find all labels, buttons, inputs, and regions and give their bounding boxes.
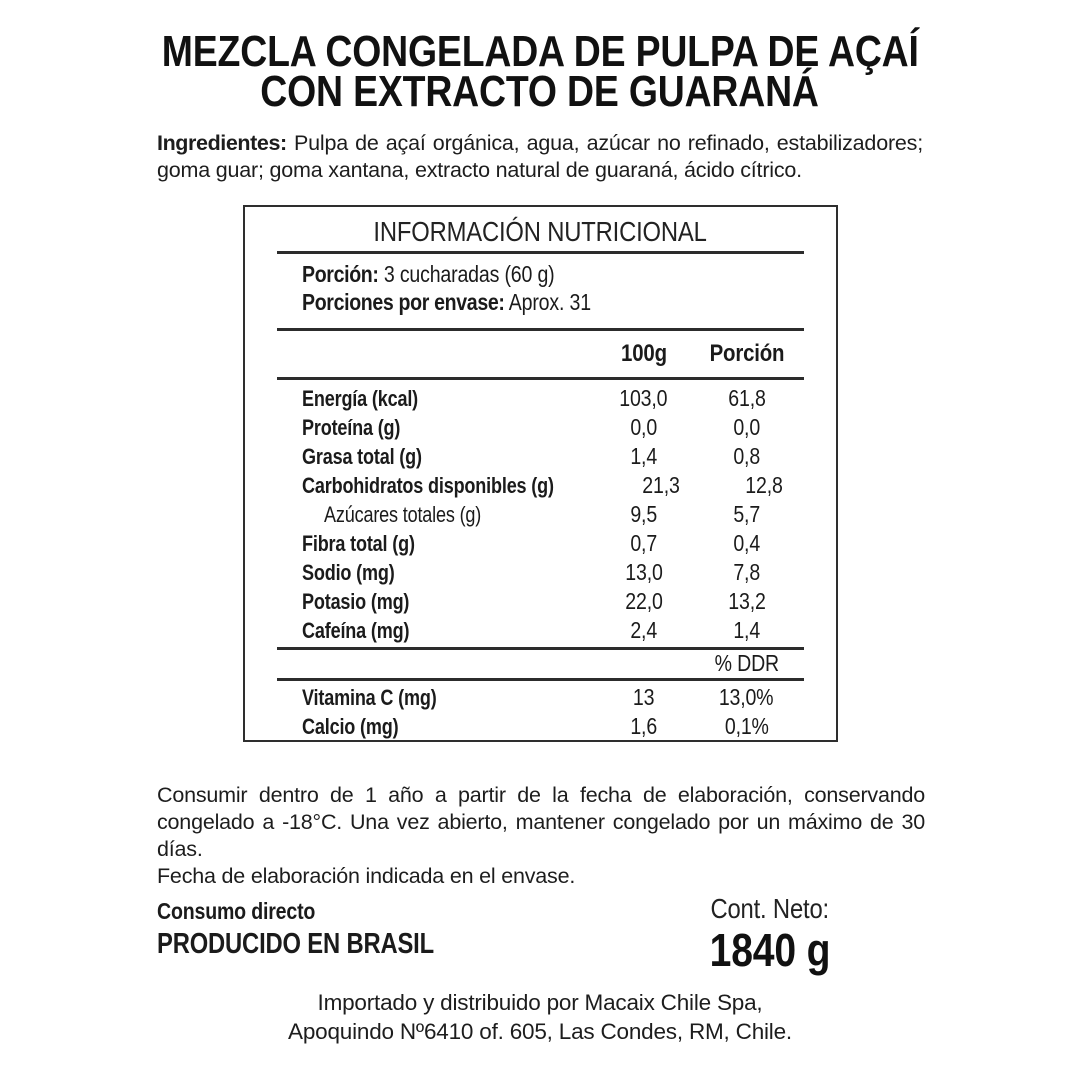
product-title-line2-text: CON EXTRACTO DE GUARANÁ (260, 67, 820, 116)
nutrient-per100: 1,4 (630, 443, 657, 469)
nutrient-label-cell (302, 502, 592, 528)
nutrient-label: Vitamina C (mg) (302, 684, 437, 710)
nutrient-per100: 21,3 (641, 472, 680, 498)
nutrient-label-cell (302, 531, 592, 557)
nutrient-row-potasio (245, 587, 836, 616)
nutrient-per100-cell (592, 684, 695, 711)
importer-line2: Apoquindo Nº6410 of. 605, Las Condes, RM, Chile. (288, 1019, 792, 1044)
column-header-per100-text: 100g (620, 340, 667, 367)
nutrient-per100-cell (592, 530, 695, 557)
nutrient-label-cell (302, 444, 592, 470)
nutrient-row-fibra (245, 529, 836, 558)
nutrient-portion-cell (712, 472, 815, 499)
nutrient-label-cell (302, 685, 592, 711)
nutrition-facts-title (245, 215, 836, 249)
net-content-value-wrap (680, 926, 860, 974)
nutrient-label: Proteína (g) (302, 414, 401, 440)
consumption-type (157, 898, 343, 925)
product-title-line1 (0, 27, 1080, 76)
nutrient-portion: 7,8 (733, 559, 760, 585)
nutrient-label: Potasio (mg) (302, 588, 410, 614)
nutrient-portion: 13,0% (719, 684, 774, 710)
nutrient-portion-cell (695, 443, 798, 470)
serving-size-label: Porción: (302, 261, 379, 287)
nutrient-label: Energía (kcal) (302, 385, 419, 411)
nutrient-per100: 22,0 (624, 588, 663, 614)
serving-size-line (302, 260, 816, 288)
nutrient-portion-cell (695, 414, 798, 441)
storage-text: Consumir dentro de 1 año a partir de la fecha de elaboración, conservando congelado a -18°C. Una vez abierto, mantener congelado por un máximo de 30 días. (157, 783, 925, 861)
ddr-row-vitamina-c (245, 683, 836, 712)
net-content-label-wrap (680, 894, 860, 924)
nutrient-per100-cell (592, 617, 695, 644)
net-content-value: 1840 g (709, 924, 831, 976)
nutrient-label: Cafeína (mg) (302, 617, 410, 643)
nutrient-label-cell (302, 589, 592, 615)
nutrient-row-carbohidratos (245, 471, 836, 500)
nutrient-per100-cell (592, 501, 695, 528)
nutrient-label: Grasa total (g) (302, 443, 422, 469)
nutrient-label-cell (302, 560, 592, 586)
column-header-row (245, 337, 836, 371)
nutrient-portion: 61,8 (727, 385, 766, 411)
importer-info (0, 988, 1080, 1046)
product-title-line1-text: MEZCLA CONGELADA DE PULPA DE AÇAÍ (161, 27, 919, 76)
divider (277, 377, 804, 380)
ingredients-label: Ingredientes: (157, 131, 287, 155)
divider (277, 251, 804, 254)
nutrient-row-cafeina (245, 616, 836, 645)
nutrient-label-cell (302, 473, 609, 499)
nutrient-per100-cell (592, 414, 695, 441)
nutrient-portion: 0,1% (724, 713, 769, 739)
serving-size-text (302, 260, 555, 288)
product-title-line2 (0, 67, 1080, 116)
nutrition-facts-box (243, 205, 838, 742)
nutrient-portion: 0,0 (733, 414, 760, 440)
nutrient-portion: 5,7 (733, 501, 760, 527)
importer-line1: Importado y distribuido por Macaix Chile Spa, (317, 990, 763, 1015)
column-header-portion-text: Porción (709, 340, 784, 367)
ddr-header-cell (695, 650, 798, 677)
nutrient-portion: 12,8 (744, 472, 783, 498)
nutrient-row-sodio (245, 558, 836, 587)
nutrient-per100-cell (609, 472, 712, 499)
ingredients-paragraph (157, 130, 923, 184)
servings-per-pack-label: Porciones por envase: (302, 289, 505, 315)
nutrient-portion-cell (695, 385, 798, 412)
ddr-header-text: % DDR (714, 650, 779, 676)
nutrient-per100: 0,0 (630, 414, 657, 440)
nutrient-per100-cell (592, 588, 695, 615)
nutrient-per100: 103,0 (619, 385, 668, 411)
nutrient-label-cell (302, 415, 592, 441)
nutrient-row-energia (245, 384, 836, 413)
nutrient-label: Fibra total (g) (302, 530, 415, 556)
nutrient-per100: 9,5 (630, 501, 657, 527)
nutrient-row-grasa-total (245, 442, 836, 471)
nutrient-per100: 2,4 (630, 617, 657, 643)
ddr-row-calcio (245, 712, 836, 741)
net-content (680, 894, 860, 974)
ddr-header-row (245, 650, 836, 676)
column-header-portion (695, 340, 798, 368)
servings-per-pack-text (302, 288, 591, 316)
nutrient-portion: 0,4 (733, 530, 760, 556)
nutrient-per100: 1,6 (630, 713, 657, 739)
country-of-origin-text: PRODUCIDO EN BRASIL (157, 928, 434, 960)
elaboration-date-text: Fecha de elaboración indicada en el envase. (157, 864, 576, 888)
consumption-type-text: Consumo directo (157, 898, 316, 924)
nutrient-label-cell (302, 714, 592, 740)
nutrition-facts-title-text: INFORMACIÓN NUTRICIONAL (373, 216, 708, 247)
nutrient-per100: 13 (632, 684, 655, 710)
nutrient-portion: 13,2 (727, 588, 766, 614)
nutrient-per100-cell (592, 713, 695, 740)
nutrient-rows (245, 384, 836, 645)
nutrient-portion-cell (695, 530, 798, 557)
nutrient-per100-cell (592, 559, 695, 586)
divider (277, 678, 804, 681)
nutrient-label: Azúcares totales (g) (324, 501, 482, 527)
product-title (0, 27, 1080, 116)
nutrient-per100: 0,7 (630, 530, 657, 556)
nutrient-per100-cell (592, 443, 695, 470)
nutrient-per100: 13,0 (624, 559, 663, 585)
nutrient-label: Sodio (mg) (302, 559, 395, 585)
net-content-label: Cont. Neto: (710, 893, 830, 924)
ddr-rows (245, 683, 836, 741)
country-of-origin (157, 928, 495, 961)
nutrient-portion-cell (695, 684, 798, 711)
nutrient-row-azucares (245, 500, 836, 529)
nutrient-row-proteina (245, 413, 836, 442)
nutrient-per100-cell (592, 385, 695, 412)
nutrient-portion: 0,8 (733, 443, 760, 469)
nutrient-portion: 1,4 (733, 617, 760, 643)
storage-instructions (157, 782, 925, 890)
nutrient-portion-cell (695, 559, 798, 586)
serving-size-value: 3 cucharadas (60 g) (383, 261, 555, 287)
nutrient-portion-cell (695, 617, 798, 644)
servings-per-pack-line (302, 288, 816, 316)
nutrient-portion-cell (695, 588, 798, 615)
nutrient-portion-cell (695, 501, 798, 528)
servings-per-pack-value: Aprox. 31 (508, 289, 591, 315)
divider (277, 328, 804, 331)
column-header-per100 (592, 340, 695, 368)
nutrient-label: Carbohidratos disponibles (g) (302, 472, 554, 498)
ingredients-text: Pulpa de açaí orgánica, agua, azúcar no refinado, estabilizadores; goma guar; goma xantana, extracto natural de guaraná, ácido cítrico. (157, 131, 923, 182)
nutrient-label: Calcio (mg) (302, 713, 399, 739)
nutrient-label-cell (302, 386, 592, 412)
nutrient-label-cell (302, 618, 592, 644)
nutrient-portion-cell (695, 713, 798, 740)
